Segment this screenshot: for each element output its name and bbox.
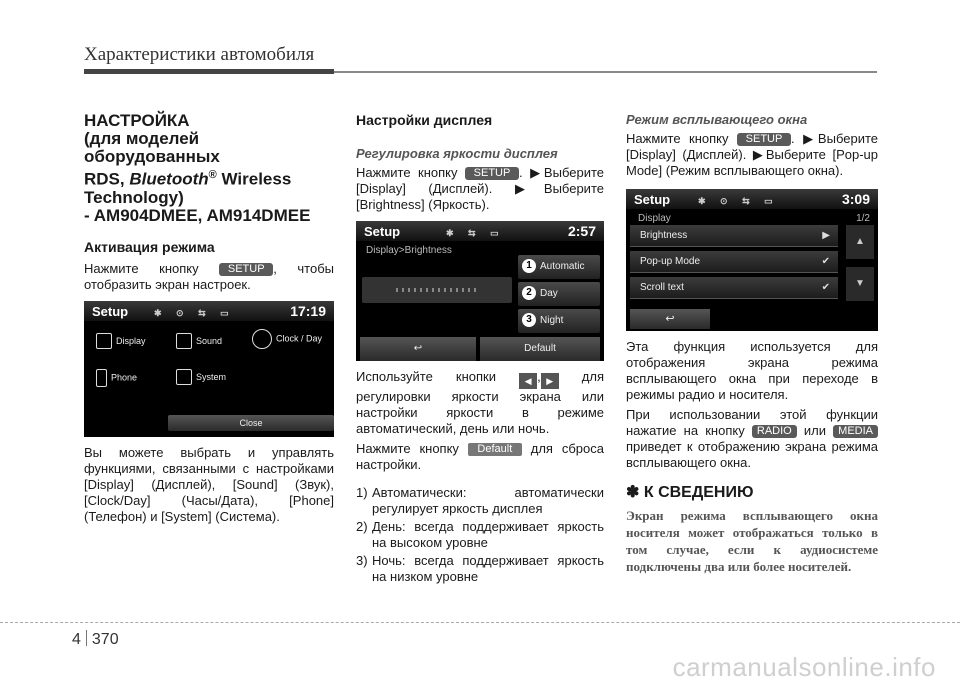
popup-text-b: . ▶Выберите [Display] (Дисплей). ▶Выберите [Pop-up Mode] (Режим всплывающего окна). (626, 131, 879, 178)
status-icons: ✱ ⊙ ⇆ ▭ (154, 307, 235, 318)
sound-menu-item[interactable] (176, 333, 222, 350)
default-text-b: для сброса настройки. (356, 441, 604, 472)
subsection-popup: Режим всплывающего окна (626, 112, 808, 127)
display-label: Display (116, 335, 146, 346)
setup-screen-time: 17:19 (290, 302, 326, 319)
page-number (72, 630, 119, 649)
brightness-mode-list (356, 485, 604, 585)
phone-label: Phone (111, 372, 138, 383)
main-heading (84, 112, 334, 225)
watermark: carmanualsonline.info (672, 652, 936, 682)
clock-label: Clock / Day (276, 333, 323, 344)
list-item-text: Автоматически: автоматически регулирует яркость дисплея (372, 485, 604, 516)
arrows-text-b: для регулировки яркости экрана или настройки яркости в режиме автоматический, день или ночь. (356, 369, 605, 436)
phone-icon (96, 369, 107, 387)
setup-screen-title: Setup (92, 303, 129, 319)
chevron-right-icon: ▶ (822, 230, 830, 241)
chevron-down-icon: ▼ (855, 278, 865, 289)
popup-screen-titlebar (626, 189, 878, 209)
back-button[interactable]: ↩ (360, 337, 476, 361)
brightness-instruction (356, 165, 604, 213)
scroll-text-row[interactable] (630, 277, 838, 299)
phone-menu-item[interactable] (96, 369, 137, 387)
note-heading: ✽ К СВЕДЕНИЮ (626, 484, 754, 501)
scroll-up-button[interactable] (846, 225, 874, 259)
list-item (356, 485, 604, 517)
sound-label: Sound (196, 335, 223, 346)
brightness-screen-breadcrumb: Display>Brightness (366, 245, 452, 256)
default-text-a: Нажмите кнопку (356, 441, 468, 456)
subsection-brightness: Регулировка яркости дисплея (356, 146, 558, 161)
list-item-number: 1) (356, 485, 368, 500)
arrows-comma: , (537, 369, 541, 384)
status-icons: ✱ ⊙ ⇆ ▭ (698, 196, 779, 206)
setup-screen (84, 301, 334, 437)
popup-screen-breadcrumb: Display (638, 213, 671, 224)
popup-mode-row-label: Pop-up Mode (640, 256, 701, 267)
right-arrow-button[interactable]: ▶ (541, 373, 559, 389)
popup-mode-row[interactable] (630, 251, 838, 273)
section-heading-activation: Активация режима (84, 238, 215, 255)
list-item-text: День: всегда поддерживает яркость на высоком уровне (372, 519, 604, 550)
day-option[interactable] (518, 282, 600, 306)
activation-text-a: Нажмите кнопку (84, 260, 220, 276)
chapter-number: 4 (72, 631, 81, 648)
heading-rds: RDS, (84, 169, 130, 189)
speaker-icon (176, 333, 192, 349)
setup-screen-titlebar (84, 301, 334, 321)
popup-description: Эта функция используется для отображения экрана режима всплывающего окна при переходе в режимы радио и носителя. (626, 339, 878, 402)
slider-track (396, 288, 478, 292)
folder-gear-icon (176, 369, 192, 385)
day-label: Day (540, 288, 558, 299)
chevron-up-icon: ▲ (855, 236, 865, 247)
back-button[interactable]: ↩ (630, 309, 710, 329)
list-item (356, 519, 604, 551)
radio-button[interactable]: RADIO (752, 425, 797, 438)
heading-reg-mark: ® (208, 169, 217, 181)
main-heading-line-1: НАСТРОЙКА (84, 111, 190, 130)
setup-button[interactable]: SETUP (737, 133, 791, 146)
activation-paragraph (84, 261, 334, 293)
night-label: Night (540, 315, 564, 326)
left-arrow-button[interactable]: ◀ (519, 373, 537, 389)
brightness-slider[interactable] (362, 277, 512, 303)
media-button[interactable]: MEDIA (833, 425, 878, 438)
popup-buttons-text-b: или (796, 423, 834, 438)
page-indicator: 1/2 (856, 213, 870, 224)
popup-buttons-text-c: приведет к отображению экрана режима всплывающего окна. (626, 439, 878, 470)
brightness-text-a: Нажмите кнопку (356, 165, 465, 180)
popup-screen-title: Setup (634, 192, 671, 207)
list-item (356, 553, 604, 585)
default-button-ref[interactable]: Default (468, 443, 522, 456)
setup-button[interactable]: SETUP (465, 167, 519, 180)
brightness-screen-titlebar (356, 221, 604, 241)
heading-wireless: Wireless (216, 169, 292, 189)
popup-screen (626, 189, 878, 331)
header-rule-thin (334, 71, 877, 73)
clock-icon (252, 329, 272, 349)
header-rule-thick (84, 69, 334, 74)
main-heading-line-5: - AM904DMEE, AM914DMEE (84, 205, 311, 225)
automatic-option[interactable] (518, 255, 600, 279)
brightness-screen-title: Setup (364, 224, 401, 239)
default-button[interactable]: Default (480, 337, 600, 361)
main-heading-line-3 (84, 166, 334, 189)
marker-1: 1 (522, 259, 536, 273)
section-heading-display: Настройки дисплея (356, 112, 493, 128)
display-icon (96, 333, 112, 349)
setup-button[interactable]: SETUP (219, 263, 273, 276)
marker-2: 2 (522, 286, 536, 300)
page-number-separator (86, 630, 87, 646)
popup-screen-time: 3:09 (841, 191, 870, 207)
column-3 (626, 112, 878, 575)
brightness-text-b: . ▶Выберите [Display] (Дисплей). ▶Выберите [Brightness] (Яркость). (356, 165, 605, 212)
brightness-row[interactable] (630, 225, 838, 247)
system-menu-item[interactable] (176, 369, 226, 386)
status-icons: ✱ ⇆ ▭ (446, 228, 505, 238)
footer-rule (0, 622, 960, 623)
clock-menu-item[interactable] (252, 329, 332, 349)
popup-buttons-text-a: При использовании этой функции нажатие на кнопку (626, 407, 878, 438)
header-title: Характеристики автомобиля (84, 44, 315, 65)
default-paragraph (356, 441, 604, 473)
check-icon: ✔ (821, 282, 830, 293)
marker-3: 3 (522, 313, 536, 327)
list-item-number: 3) (356, 553, 368, 568)
list-item-text: Ночь: всегда поддерживает яркость на низком уровне (372, 553, 604, 584)
close-button[interactable]: Close (168, 415, 334, 431)
activation-text-b: , чтобы отобразить экран настроек. (84, 260, 335, 292)
brightness-screen (356, 221, 604, 361)
scroll-text-row-label: Scroll text (640, 282, 684, 293)
page-number-value: 370 (91, 631, 119, 648)
main-heading-line-2: (для моделей оборудованных (84, 129, 220, 166)
arrows-text-a: Используйте кнопки (356, 369, 520, 384)
functions-paragraph: Вы можете выбрать и управлять функциями, связанными с настройками [Display] (Дисплей), [Sound] (Звук), [Clock/Day] (Часы/Дата), [Phone] (Телефон) и [System] (Система). (84, 444, 334, 524)
heading-bluetooth: Bluetooth (129, 169, 209, 189)
list-item-number: 2) (356, 519, 368, 534)
night-option[interactable] (518, 309, 600, 333)
check-icon: ✔ (821, 256, 830, 267)
system-label: System (196, 371, 227, 382)
scroll-down-button[interactable] (846, 267, 874, 301)
arrows-paragraph (356, 369, 604, 437)
popup-text-a: Нажмите кнопку (626, 131, 737, 146)
main-heading-line-4: Technology) (84, 187, 184, 207)
column-1 (84, 112, 334, 529)
brightness-row-label: Brightness (640, 230, 688, 241)
display-menu-item[interactable] (96, 333, 146, 350)
popup-buttons-paragraph (626, 407, 878, 471)
automatic-label: Automatic (540, 261, 585, 272)
note-body: Экран режима всплывающего окна носителя может отображаться только в том случае, если к аудиосистеме подключены два или более носителей. (626, 508, 878, 574)
popup-instruction (626, 131, 878, 179)
column-2 (356, 112, 604, 587)
brightness-screen-time: 2:57 (567, 223, 596, 239)
